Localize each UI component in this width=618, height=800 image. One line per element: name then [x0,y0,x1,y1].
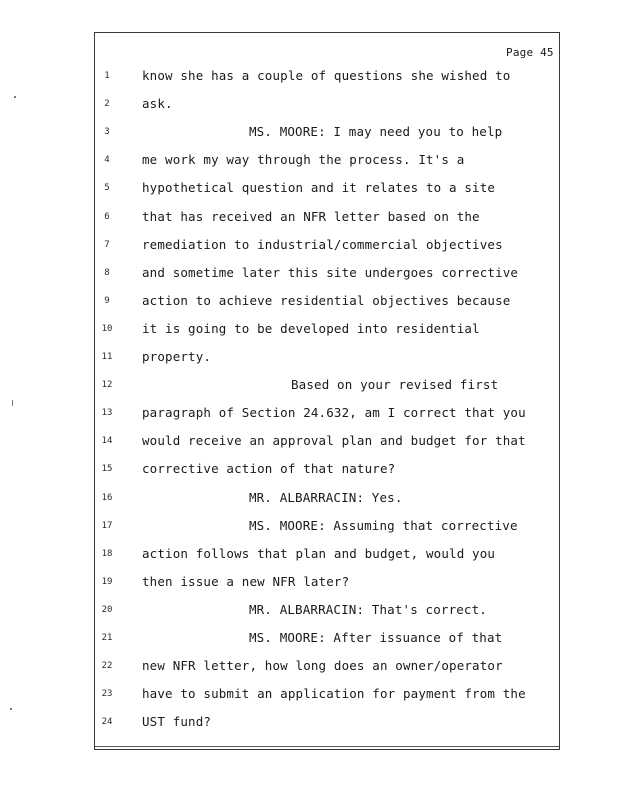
scan-speck [10,708,12,710]
line-text: new NFR letter, how long does an owner/operator [142,658,503,673]
line-number: 24 [101,717,113,727]
line-number: 8 [104,268,110,278]
line-text: Based on your revised first [291,377,499,392]
transcript-line [0,461,618,479]
line-number: 15 [101,464,113,474]
line-text: it is going to be developed into residential [142,321,480,336]
line-number: 17 [101,521,113,531]
line-text: and sometime later this site undergoes corrective [142,265,519,280]
line-number: 20 [101,605,113,615]
line-text: MS. MOORE: Assuming that corrective [249,518,518,533]
transcript-line [0,714,618,732]
transcript-line [0,180,618,198]
line-text: ask. [142,96,173,111]
transcript-line [0,686,618,704]
transcript-line [0,96,618,114]
line-text: would receive an approval plan and budget for that [142,433,526,448]
line-text: hypothetical question and it relates to a site [142,180,496,195]
transcript-line [0,546,618,564]
line-text: remediation to industrial/commercial objectives [142,237,503,252]
line-text: MS. MOORE: I may need you to help [249,124,503,139]
line-number: 16 [101,493,113,503]
line-number: 22 [101,661,113,671]
transcript-line [0,209,618,227]
scan-speck [12,400,13,406]
line-number: 10 [101,324,113,334]
transcript-line [0,405,618,423]
line-number: 2 [104,99,110,109]
line-number: 12 [101,380,113,390]
line-number: 3 [104,127,110,137]
line-text: MS. MOORE: After issuance of that [249,630,503,645]
line-text: action to achieve residential objectives because [142,293,511,308]
line-text: property. [142,349,212,364]
line-text: that has received an NFR letter based on the [142,209,480,224]
line-number: 5 [104,183,110,193]
line-number: 21 [101,633,113,643]
line-number: 18 [101,549,113,559]
line-text: paragraph of Section 24.632, am I correct that you [142,405,526,420]
transcript-line [0,152,618,170]
line-number: 9 [104,296,110,306]
transcript-line [0,602,618,620]
line-number: 4 [104,155,110,165]
transcript-line [0,124,618,142]
transcript-line [0,321,618,339]
line-text: action follows that plan and budget, would you [142,546,496,561]
transcript-line [0,265,618,283]
line-number: 13 [101,408,113,418]
transcript-line [0,490,618,508]
line-text: UST fund? [142,714,212,729]
transcript-line [0,293,618,311]
line-number: 11 [101,352,113,362]
line-number: 19 [101,577,113,587]
transcript-line [0,377,618,395]
transcript-line [0,518,618,536]
transcript-line [0,574,618,592]
line-number: 7 [104,240,110,250]
transcript-line [0,68,618,86]
scan-speck [14,96,16,98]
line-number: 6 [104,212,110,222]
line-text: know she has a couple of questions she wished to [142,68,511,83]
transcript-line [0,349,618,367]
transcript-line [0,237,618,255]
line-number: 1 [104,71,110,81]
line-number: 14 [101,436,113,446]
line-text: MR. ALBARRACIN: That's correct. [249,602,487,617]
page-number: Page 45 [506,46,554,59]
line-text: MR. ALBARRACIN: Yes. [249,490,403,505]
line-number: 23 [101,689,113,699]
line-text: corrective action of that nature? [142,461,396,476]
transcript-line [0,433,618,451]
transcript-line [0,658,618,676]
line-text: then issue a new NFR later? [142,574,350,589]
line-text: have to submit an application for payment from the [142,686,526,701]
transcript-line [0,630,618,648]
line-text: me work my way through the process. It's a [142,152,465,167]
